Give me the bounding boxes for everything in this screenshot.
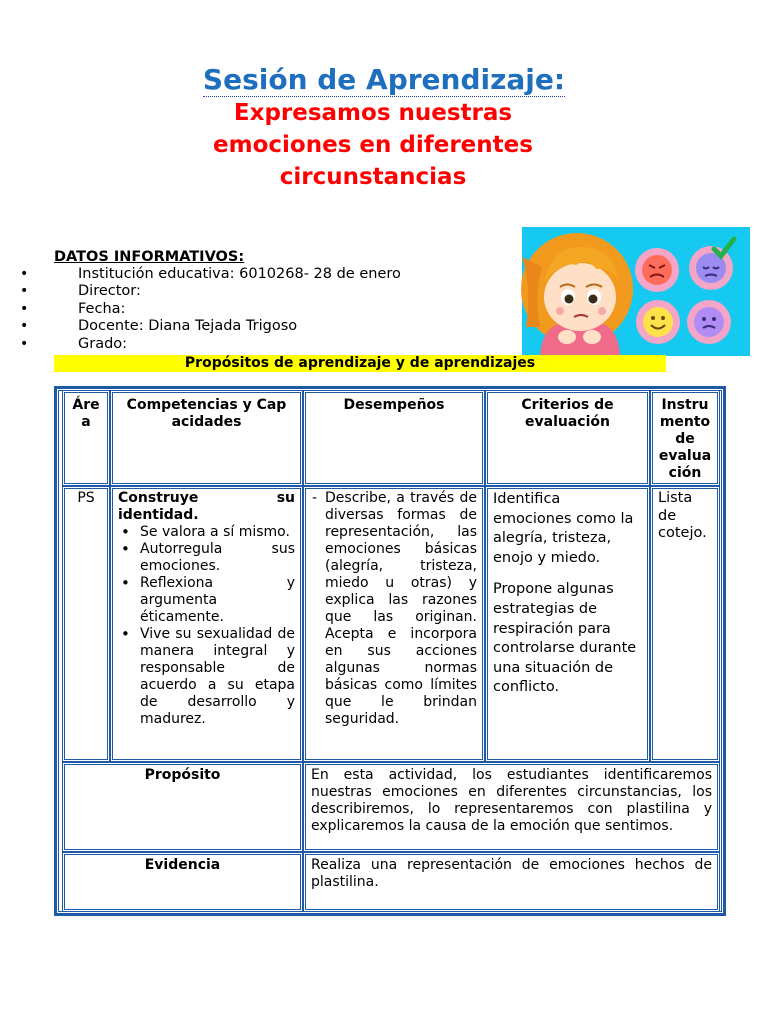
cell-area: PS: [62, 486, 110, 762]
criterio-1: Identifica emociones como la alegría, tristeza, enojo y miedo.: [493, 491, 634, 566]
proposito-label: Propósito: [62, 762, 303, 852]
proposito-text: En esta actividad, los estudiantes identificaremos nuestras emociones en diferentes circunstancias, los describiremos, lo representaremos con plastilina y explicaremos la causa de la emoción que sentimos.: [303, 762, 720, 852]
header-instrumento: Instru mento de evalua ción: [650, 390, 720, 486]
capacidad-item: • Reflexiona y argumenta éticamente.: [118, 575, 295, 626]
evidencia-text: Realiza una representación de emociones hechos de plastilina.: [303, 852, 720, 912]
desempeno-item: - Describe, a través de diversas formas de representación, las emociones básicas (alegría, tristeza, miedo u otras) y explica las razones que las originan. Acepta e incorpora en sus acciones algunas normas básicas como límites que le brindan seguridad.: [311, 490, 477, 728]
cell-criterios: [485, 486, 650, 762]
header-area: Áre a: [62, 390, 110, 486]
cell-desempenos: [303, 486, 485, 762]
page-title: Sesión de Aprendizaje:: [202, 63, 566, 96]
cell-competencias: [110, 486, 303, 762]
evidencia-label: Evidencia: [62, 852, 303, 912]
girl-illustration: [522, 227, 750, 356]
datos-item-fecha: • Fecha:: [20, 301, 401, 318]
competencia-title: Construye su identidad.: [118, 490, 295, 523]
criterio-2: Propone algunas estrategias de respiración para controlarse durante una situación de conflicto.: [493, 581, 637, 696]
datos-item-grado: • Grado:: [20, 336, 401, 353]
angry-face-icon: [635, 248, 679, 292]
datos-item-docente: • Docente: Diana Tejada Trigoso: [20, 318, 401, 335]
datos-informativos-list: [20, 266, 401, 353]
header-criterios: Criterios de evaluación: [485, 390, 650, 486]
header-desempenos: Desempeños: [303, 390, 485, 486]
capacidad-item: • Autorregula sus emociones.: [118, 541, 295, 575]
capacidades-list: [118, 524, 295, 728]
desempenos-list: [311, 490, 477, 728]
cell-instrumento: Lista de cotejo.: [650, 486, 720, 762]
datos-item-director: • Director:: [20, 283, 401, 300]
datos-item-institucion: • Institución educativa: 6010268- 28 de enero: [20, 266, 401, 283]
worried-face-icon: [687, 300, 731, 344]
emotions-illustration: [522, 227, 750, 356]
page-subtitle-line-1: Expresamos nuestras: [233, 100, 513, 126]
capacidad-item: • Se valora a sí mismo.: [118, 524, 295, 541]
page-subtitle-line-2: emociones en diferentes: [213, 132, 533, 158]
capacidad-item: • Vive su sexualidad de manera integral y responsable de acuerdo a su etapa de desarrollo y madurez.: [118, 626, 295, 728]
header-competencias: Competencias y Cap acidades: [110, 390, 303, 486]
happy-face-icon: [636, 300, 680, 344]
datos-informativos-heading: DATOS INFORMATIVOS:: [54, 249, 245, 265]
propositos-banner: Propósitos de aprendizaje y de aprendizajes: [54, 355, 666, 372]
page-subtitle-line-3: circunstancias: [279, 164, 467, 190]
